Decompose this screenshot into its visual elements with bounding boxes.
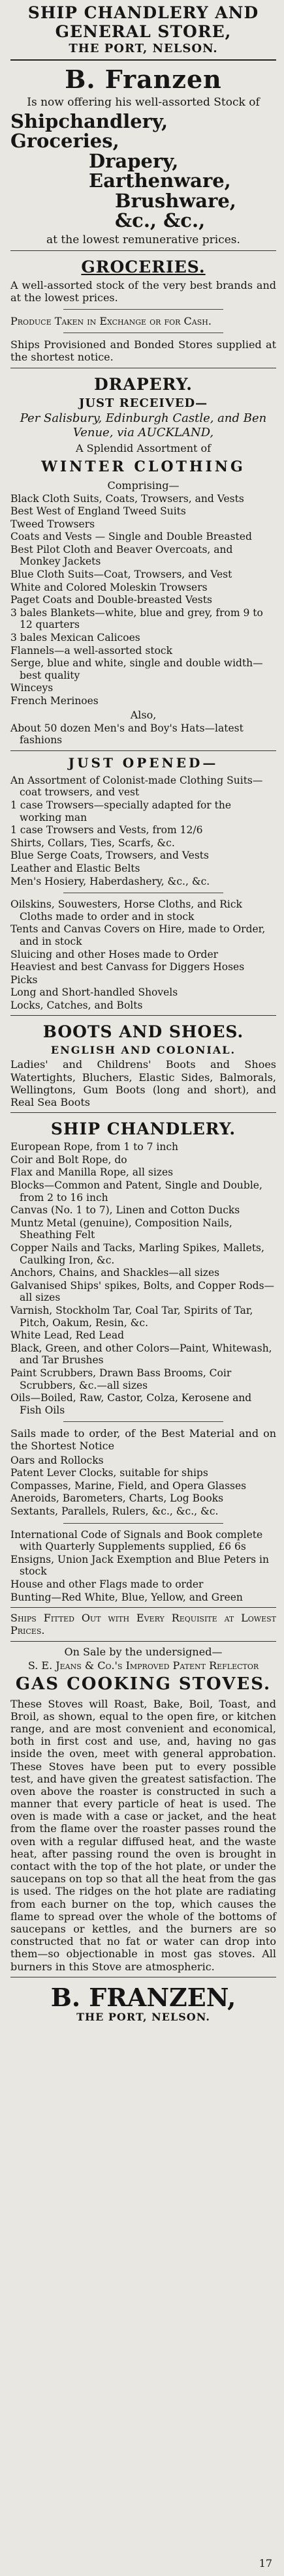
list-item: White and Colored Moleskin Trowsers (10, 581, 208, 593)
category-line-3: Brushware, &c., &c., (115, 189, 236, 232)
list-item: House and other Flags made to order (10, 1578, 204, 1590)
list-item: Flannels—a well-assorted stock (10, 644, 172, 657)
boots-subtitle: ENGLISH AND COLONIAL. (50, 1044, 236, 1057)
chandlery-list-2 (10, 1455, 276, 1518)
list-item: Varnish, Stockholm Tar, Coal Tar, Spirits of Tar, Pitch, Oakum, Resin, &c. (10, 1304, 253, 1329)
list-item: Serge, blue and white, single and double width—best quality (10, 657, 263, 681)
list-item: Copper Nails and Tacks, Marling Spikes, Mallets, Caulking Iron, &c. (10, 1241, 264, 1266)
price-line: at the lowest remunerative prices. (46, 233, 240, 246)
list-item: Muntz Metal (genuine), Composition Nails, Sheathing Felt (10, 1217, 232, 1241)
also-text: Also, (130, 708, 157, 721)
list-item: 1 case Trowsers—specially adapted for the working man (10, 799, 231, 823)
chandlery-title: SHIP CHANDLERY. (50, 1119, 236, 1139)
divider (10, 1015, 276, 1016)
list-item: Paget Coats and Double-breasted Vests (10, 594, 212, 606)
comprising-text: Comprising— (107, 479, 180, 492)
list-item: Locks, Catches, and Bolts (10, 999, 143, 1011)
hats-list (10, 722, 276, 747)
list-item: Men's Hosiery, Haberdashery, &c., &c. (10, 875, 210, 887)
list-item: Bunting—Red White, Blue, Yellow, and Green (10, 1591, 243, 1603)
header-line-1: SHIP CHANDLERY AND (27, 3, 259, 22)
list-item: 3 bales Mexican Calicoes (10, 632, 140, 644)
drapery-title: DRAPERY. (93, 374, 193, 394)
list-item: Oils—Boiled, Raw, Castor, Colza, Kerosene and Fish Oils (10, 1392, 252, 1416)
list-item: Anchors, Chains, and Shackles—all sizes (10, 1267, 220, 1279)
list-item: An Assortment of Colonist-made Clothing Suits—coat trowsers, and vest (10, 774, 263, 799)
patent-text: S. E. Jeans & Co.'s Improved Patent Reflector (27, 1659, 259, 1672)
list-item: Shirts, Collars, Ties, Scarfs, &c. (10, 836, 175, 849)
gas-stoves-title: GAS COOKING STOVES. (15, 1674, 272, 1694)
divider (10, 750, 276, 751)
header-line-2: GENERAL STORE, (55, 22, 232, 41)
list-item: 3 bales Blankets—white, blue and grey, from 9 to 12 quarters (10, 606, 263, 631)
list-item: International Code of Signals and Book complete with Quarterly Supplements supplied, £6 6s (10, 1528, 263, 1553)
opened-list-2 (10, 898, 276, 1011)
winter-clothing: WINTER CLOTHING (41, 458, 245, 475)
divider (63, 1523, 223, 1524)
gas-stoves-text: These Stoves will Roast, Bake, Boil, Toast, and Broil, as shown, equal to the open fire, or kitchen range, and are most convenient and economical, both in first cost and use, and, having no gas inside the oven, meet with general approbation. These Stoves have been put to every possible test, and have given the greatest satisfaction. The oven above the roaster is constructed in such a manner that every particle of heat is used. The oven is made with a case or jacket, and the heat from the flame over the roaster passes round the oven with a regular diffused heat, and the waste heat, after passing round the oven is brought in contact with the top of the hot plate, or under the saucepans on top so that all the heat from the gas is used. The ridges on the hot plate are radiating from each burner on the top, which causes the flame to spread over the whole of the bottoms of saucepans or kettles, and the burners are so constructed that no fat or water can drop into them—so objectionable in most gas stoves. All burners in this Stove are atmospheric. (10, 1697, 276, 1973)
list-item: Heaviest and best Canvass for Diggers Hoses (10, 961, 245, 973)
category-line-1: Shipchandlery, Groceries, (10, 110, 168, 153)
fitted-out-text: Ships Fitted Out with Every Requisite at Lowest Prices. (10, 1612, 276, 1637)
list-item: 1 case Trowsers and Vests, from 12/6 (10, 824, 203, 836)
produce-text: Produce Taken in Exchange or for Cash. (10, 314, 212, 327)
list-item: Black, Green, and other Colors—Paint, Whitewash, and Tar Brushes (10, 1342, 272, 1367)
list-item: European Rope, from 1 to 7 inch (10, 1141, 179, 1153)
divider (10, 1112, 276, 1113)
list-item: Sluicing and other Hoses made to Order (10, 948, 219, 960)
just-opened-title: JUST OPENED— (68, 754, 219, 771)
footer-code: 17 (259, 2557, 272, 2569)
list-item: French Merinoes (10, 695, 99, 707)
chandlery-list (10, 1141, 276, 1416)
divider (10, 59, 276, 61)
list-item: Tweed Trowsers (10, 518, 95, 530)
list-item: Blue Serge Coats, Trowsers, and Vests (10, 850, 209, 862)
groceries-title: GROCERIES. (81, 257, 206, 276)
divider (10, 250, 276, 251)
list-item: White Lead, Red Lead (10, 1329, 125, 1342)
chandlery-list-3 (10, 1529, 276, 1604)
boots-text: Ladies' and Childrens' Boots and Shoes Watertights, Bluchers, Elastic Sides, Balmorals, Wellingtons, Gum Boots (long and short), and Real Sea Boots (10, 1058, 276, 1109)
list-item: Blocks—Common and Patent, Single and Double, from 2 to 16 inch (10, 1179, 262, 1204)
drapery-list (10, 493, 276, 707)
category-line-2: Drapery, Earthenware, (89, 149, 231, 192)
list-item: Leather and Elastic Belts (10, 862, 140, 874)
on-sale-text: On Sale by the undersigned— (64, 1645, 223, 1658)
list-item: Ensigns, Union Jack Exemption and Blue Peters in stock (10, 1553, 269, 1578)
list-item: Sextants, Parallels, Rulers, &c., &c., &c. (10, 1505, 219, 1518)
list-item: Oars and Rollocks (10, 1454, 104, 1466)
list-item: Black Cloth Suits, Coats, Trowsers, and Vests (10, 492, 244, 505)
list-item: Canvas (No. 1 to 7), Linen and Cotton Ducks (10, 1204, 240, 1217)
list-item: Paint Scrubbers, Drawn Bass Brooms, Coir Scrubbers, &c.—all sizes (10, 1367, 232, 1391)
boots-title: BOOTS AND SHOES. (42, 1022, 244, 1042)
ships-names: Per Salisbury, Edinburgh Castle, and Ben Venue, via AUCKLAND, (20, 411, 267, 439)
list-item: Blue Cloth Suits—Coat, Trowsers, and Vest (10, 569, 232, 581)
list-item: Long and Short-handled Shovels (10, 986, 178, 999)
footer-merchant: B. FRANZEN, (50, 1982, 236, 2012)
opened-list (10, 775, 276, 887)
list-item: About 50 dozen Men's and Boy's Hats—latest fashions (10, 722, 244, 747)
list-item: Coir and Bolt Rope, do (10, 1153, 127, 1166)
list-item: Aneroids, Barometers, Charts, Log Books (10, 1492, 224, 1505)
list-item: Picks (10, 973, 38, 986)
list-item: Galvanised Ships' spikes, Bolts, and Copper Rods—all sizes (10, 1279, 275, 1304)
list-item: Flax and Manilla Rope, all sizes (10, 1166, 174, 1179)
assortment-text: A Splendid Assortment of (75, 441, 212, 454)
footer-place: THE PORT, NELSON. (76, 2011, 210, 2024)
divider (10, 1641, 276, 1642)
list-item: Best West of England Tweed Suits (10, 505, 186, 518)
list-item: Best Pilot Cloth and Beaver Overcoats, and Monkey Jackets (10, 543, 233, 568)
list-item: Tents and Canvas Covers on Hire, made to Order, and in stock (10, 923, 266, 947)
divider (63, 309, 223, 310)
divider (63, 1421, 223, 1422)
groceries-text: A well-assorted stock of the very best brands and at the lowest prices. (10, 278, 276, 304)
list-item: Oilskins, Souwesters, Horse Cloths, and Rick Cloths made to order and in stock (10, 898, 242, 923)
list-item: Compasses, Marine, Field, and Opera Glasses (10, 1479, 247, 1492)
list-item: Coats and Vests — Single and Double Breasted (10, 531, 252, 543)
list-item: Patent Lever Clocks, suitable for ships (10, 1467, 208, 1479)
divider (10, 1607, 276, 1608)
header-line-3: THE PORT, NELSON. (69, 41, 218, 55)
ships-provisioned-text: Ships Provisioned and Bonded Stores supplied at the shortest notice. (10, 338, 276, 364)
just-received: JUST RECEIVED— (78, 396, 208, 410)
list-item: Winceys (10, 682, 54, 694)
intro-text: Is now offering his well-assorted Stock of (27, 95, 260, 109)
sails-text: Sails made to order, of the Best Material and on the Shortest Notice (10, 1427, 276, 1453)
merchant-name: B. Franzen (65, 65, 222, 95)
